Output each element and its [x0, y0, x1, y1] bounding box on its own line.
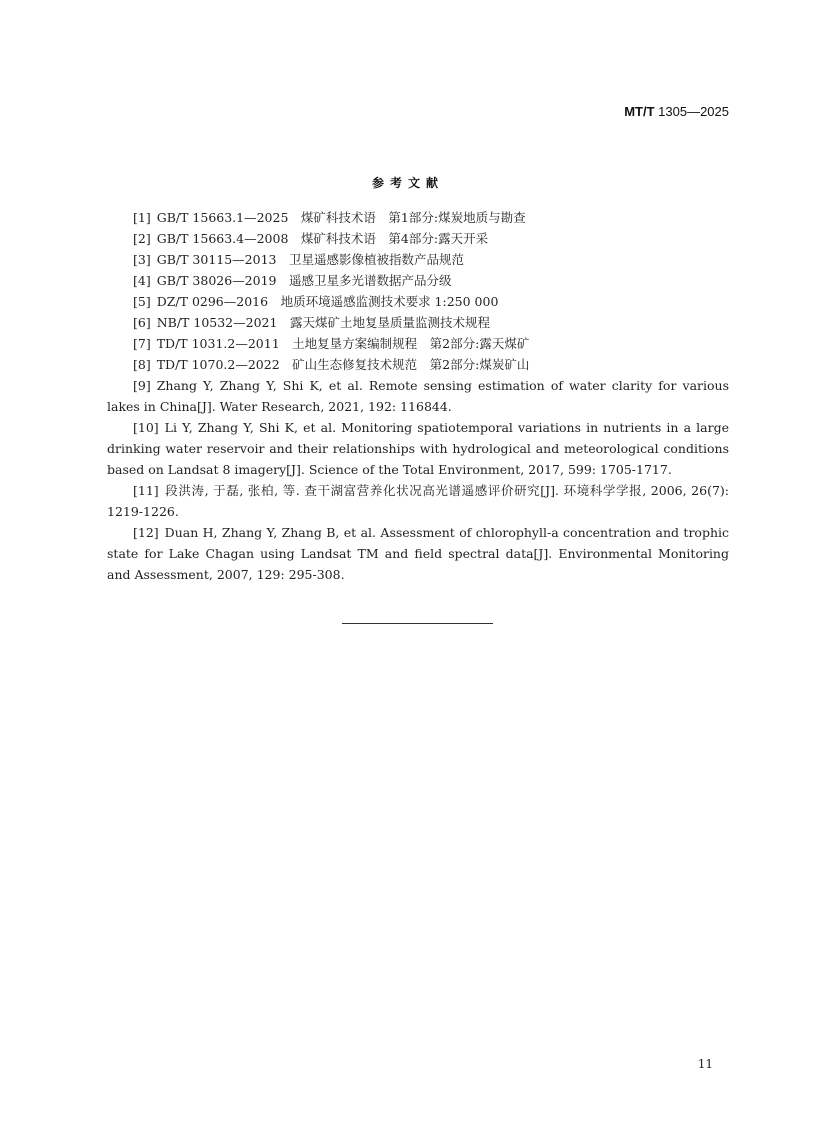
- reference-item: [107, 270, 729, 291]
- reference-number: [12]: [133, 525, 159, 540]
- reference-item: [107, 417, 729, 480]
- reference-number: [5]: [133, 294, 151, 309]
- reference-item: [107, 312, 729, 333]
- reference-item: [107, 354, 729, 375]
- reference-text: GB/T 15663.1—2025 煤矿科技术语 第1部分:煤炭地质与勘查: [156, 210, 526, 225]
- reference-list: [107, 207, 729, 585]
- standard-code: MT/T: [624, 104, 655, 119]
- reference-number: [2]: [133, 231, 151, 246]
- reference-text: GB/T 15663.4—2008 煤矿科技术语 第4部分:露天开采: [156, 231, 489, 246]
- reference-number: [6]: [133, 315, 151, 330]
- reference-item: [107, 480, 729, 522]
- reference-text: TD/T 1031.2—2011 土地复垦方案编制规程 第2部分:露天煤矿: [156, 336, 530, 351]
- reference-number: [9]: [133, 378, 151, 393]
- reference-item: [107, 333, 729, 354]
- reference-text: GB/T 38026—2019 遥感卫星多光谱数据产品分级: [156, 273, 452, 288]
- reference-item: [107, 291, 729, 312]
- reference-number: [11]: [133, 483, 159, 498]
- reference-text: Li Y, Zhang Y, Shi K, et al. Monitoring spatiotemporal variations in nutrients in a large drinking water reservoir and their relationships with hydrological and meteorological conditions based on Landsat 8 imagery[J]. Science of the Total Environment, 2017, 599: 1705-1717.: [107, 420, 729, 477]
- standard-year: 1305—2025: [658, 104, 729, 119]
- reference-item: [107, 375, 729, 417]
- reference-text: GB/T 30115—2013 卫星遥感影像植被指数产品规范: [156, 252, 464, 267]
- reference-text: TD/T 1070.2—2022 矿山生态修复技术规范 第2部分:煤炭矿山: [156, 357, 530, 372]
- reference-item: [107, 228, 729, 249]
- reference-item: [107, 207, 729, 228]
- reference-item: [107, 522, 729, 585]
- reference-text: Zhang Y, Zhang Y, Shi K, et al. Remote sensing estimation of water clarity for various lakes in China[J]. Water Research, 2021, 192: 116844.: [107, 378, 729, 414]
- reference-number: [7]: [133, 336, 151, 351]
- reference-text: DZ/T 0296—2016 地质环境遥感监测技术要求 1:250 000: [156, 294, 499, 309]
- page-number: 11: [697, 1057, 713, 1071]
- reference-text: 段洪涛, 于磊, 张柏, 等. 查干湖富营养化状况高光谱遥感评价研究[J]. 环境科学学报, 2006, 26(7): 1219-1226.: [107, 483, 729, 519]
- reference-number: [10]: [133, 420, 159, 435]
- reference-text: Duan H, Zhang Y, Zhang B, et al. Assessment of chlorophyll-a concentration and trophic state for Lake Chagan using Landsat TM and field spectral data[J]. Environmental Monitoring and Assessment, 2007, 129: 295-308.: [107, 525, 729, 582]
- end-divider: [342, 623, 493, 624]
- reference-number: [4]: [133, 273, 151, 288]
- reference-number: [8]: [133, 357, 151, 372]
- reference-number: [3]: [133, 252, 151, 267]
- reference-text: NB/T 10532—2021 露天煤矿土地复垦质量监测技术规程: [156, 315, 490, 330]
- reference-number: [1]: [133, 210, 151, 225]
- reference-item: [107, 249, 729, 270]
- section-title: 参考文献: [371, 176, 444, 190]
- standard-number: [624, 104, 729, 119]
